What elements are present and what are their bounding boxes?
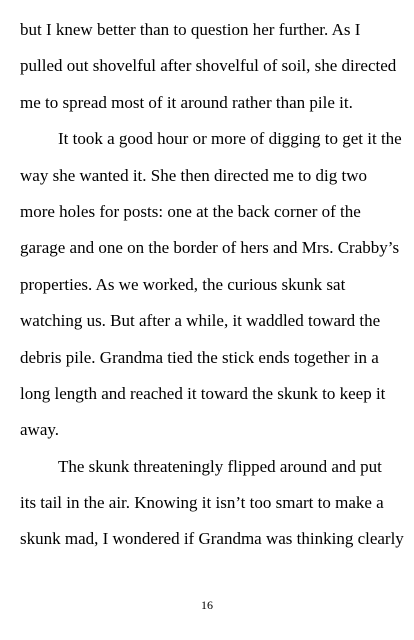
text-line: pulled out shovelful after shovelful of soil, she directed xyxy=(20,56,397,76)
text-line: garage and one on the border of hers and Mrs. Crabby’s xyxy=(20,238,400,258)
page-number: 16 xyxy=(201,598,213,612)
text-line: its tail in the air. Knowing it isn’t too smart to make a xyxy=(20,493,384,513)
text-line: skunk mad, I wondered if Grandma was thinking clearly xyxy=(20,529,404,549)
paragraph-start-line: It took a good hour or more of digging to get it the xyxy=(58,129,402,149)
body-text xyxy=(20,12,404,558)
text-line: way she wanted it. She then directed me to dig two xyxy=(20,165,367,185)
text-line: watching us. But after a while, it waddled toward the xyxy=(20,311,381,331)
text-line: away. xyxy=(20,420,60,440)
text-line: me to spread most of it around rather than pile it. xyxy=(20,92,353,112)
text-line: debris pile. Grandma tied the stick ends together in a xyxy=(20,347,379,367)
paragraph-start-line: The skunk threateningly flipped around and put xyxy=(58,456,382,476)
text-line: properties. As we worked, the curious skunk sat xyxy=(20,274,346,294)
text-line: more holes for posts: one at the back corner of the xyxy=(20,201,361,221)
text-line: long length and reached it toward the skunk to keep it xyxy=(20,383,386,403)
text-line: but I knew better than to question her further. As I xyxy=(20,20,361,39)
